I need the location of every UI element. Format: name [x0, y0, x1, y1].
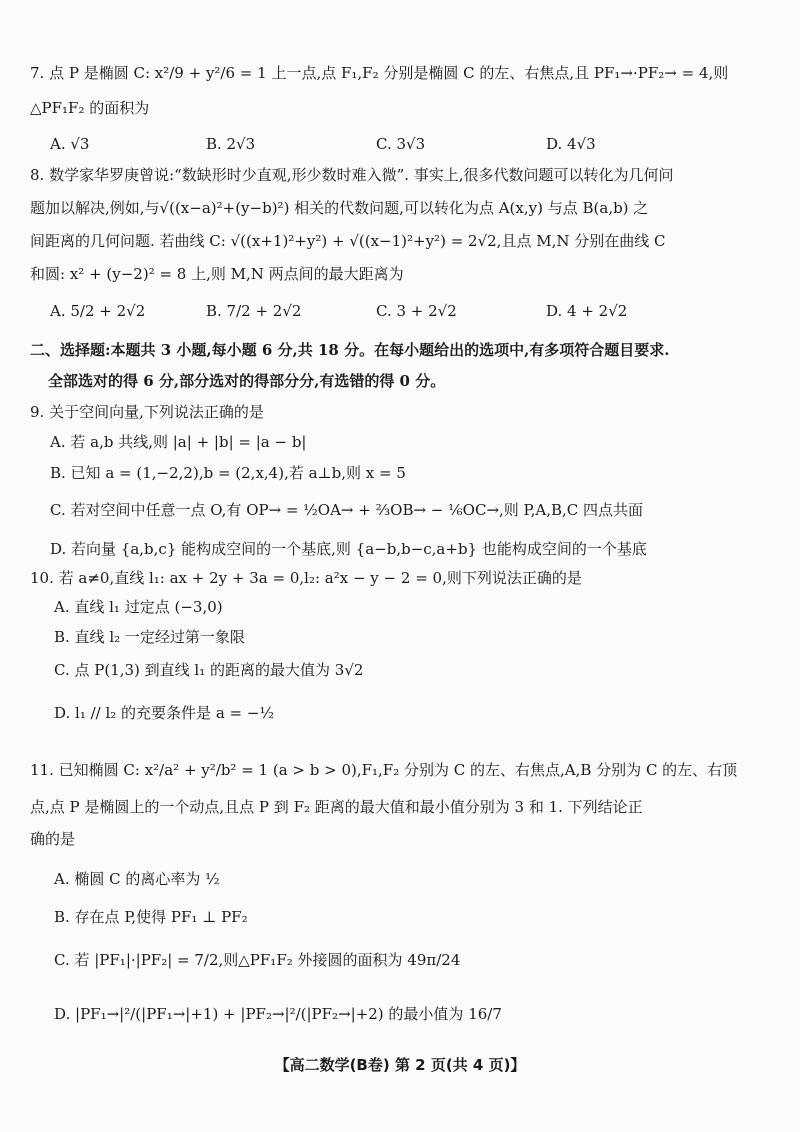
q10-stem: 10. 若 a≠0,直线 l₁: ax + 2y + 3a = 0,l₂: a²x − y − 2 = 0,则下列说法正确的是: [30, 569, 582, 587]
q8-option-a: A. 5/2 + 2√2: [50, 302, 146, 320]
q7-option-b: B. 2√3: [206, 135, 256, 153]
q11-option-a: A. 椭圆 C 的离心率为 ½: [54, 870, 220, 888]
q8-option-b: B. 7/2 + 2√2: [206, 302, 302, 320]
q8-line-3: 间距离的几何问题. 若曲线 C: √((x+1)²+y²) + √((x−1)²+y²) = 2√2,且点 M,N 分别在曲线 C: [30, 232, 666, 250]
section2-heading: 二、选择题:本题共 3 小题,每小题 6 分,共 18 分。在每小题给出的选项中,有多项符合题目要求.: [30, 341, 670, 359]
q11-line-1: 11. 已知椭圆 C: x²/a² + y²/b² = 1 (a > b > 0),F₁,F₂ 分别为 C 的左、右焦点,A,B 分别为 C 的左、右顶: [30, 761, 738, 779]
q8-line-2: 题加以解决,例如,与√((x−a)²+(y−b)²) 相关的代数问题,可以转化为点 A(x,y) 与点 B(a,b) 之: [30, 199, 649, 217]
q11-line-3: 确的是: [30, 830, 76, 848]
q7-line-1: 7. 点 P 是椭圆 C: x²/9 + y²/6 = 1 上一点,点 F₁,F₂ 分别是椭圆 C 的左、右焦点,且 PF₁→·PF₂→ = 4,则: [30, 64, 729, 82]
q8-line-1: 8. 数学家华罗庚曾说:“数缺形时少直观,形少数时难入微”. 事实上,很多代数问题可以转化为几何问: [30, 166, 674, 184]
q9-option-a: A. 若 a,b 共线,则 |a| + |b| = |a − b|: [50, 433, 307, 451]
q9-stem: 9. 关于空间向量,下列说法正确的是: [30, 403, 264, 421]
q11-line-2: 点,点 P 是椭圆上的一个动点,且点 P 到 F₂ 距离的最大值和最小值分别为 3 和 1. 下列结论正: [30, 798, 643, 816]
page-footer: 【高二数学(B卷) 第 2 页(共 4 页)】: [274, 1056, 526, 1074]
q7-option-c: C. 3√3: [376, 135, 426, 153]
q9-option-b: B. 已知 a = (1,−2,2),b = (2,x,4),若 a⊥b,则 x = 5: [50, 464, 406, 482]
q8-line-4: 和圆: x² + (y−2)² = 8 上,则 M,N 两点间的最大距离为: [30, 265, 404, 283]
q10-option-b: B. 直线 l₂ 一定经过第一象限: [54, 628, 245, 646]
q10-option-a: A. 直线 l₁ 过定点 (−3,0): [54, 598, 223, 616]
q11-option-c: C. 若 |PF₁|·|PF₂| = 7/2,则△PF₁F₂ 外接圆的面积为 49π/24: [54, 951, 461, 969]
q7-option-a: A. √3: [50, 135, 90, 153]
q9-option-c: C. 若对空间中任意一点 O,有 OP→ = ½OA→ + ⅔OB→ − ⅙OC→,则 P,A,B,C 四点共面: [50, 501, 644, 519]
q10-option-c: C. 点 P(1,3) 到直线 l₁ 的距离的最大值为 3√2: [54, 661, 364, 679]
q8-option-d: D. 4 + 2√2: [546, 302, 628, 320]
q7-option-d: D. 4√3: [546, 135, 596, 153]
q11-option-d: D. |PF₁→|²/(|PF₁→|+1) + |PF₂→|²/(|PF₂→|+2) 的最小值为 16/7: [54, 1005, 502, 1023]
q8-option-c: C. 3 + 2√2: [376, 302, 457, 320]
q10-option-d: D. l₁ // l₂ 的充要条件是 a = −½: [54, 704, 274, 722]
q9-option-d: D. 若向量 {a,b,c} 能构成空间的一个基底,则 {a−b,b−c,a+b} 也能构成空间的一个基底: [50, 540, 647, 558]
section2-instructions: 全部选对的得 6 分,部分选对的得部分分,有选错的得 0 分。: [48, 372, 446, 390]
q7-line-2: △PF₁F₂ 的面积为: [30, 99, 150, 117]
q11-option-b: B. 存在点 P,使得 PF₁ ⊥ PF₂: [54, 908, 248, 926]
